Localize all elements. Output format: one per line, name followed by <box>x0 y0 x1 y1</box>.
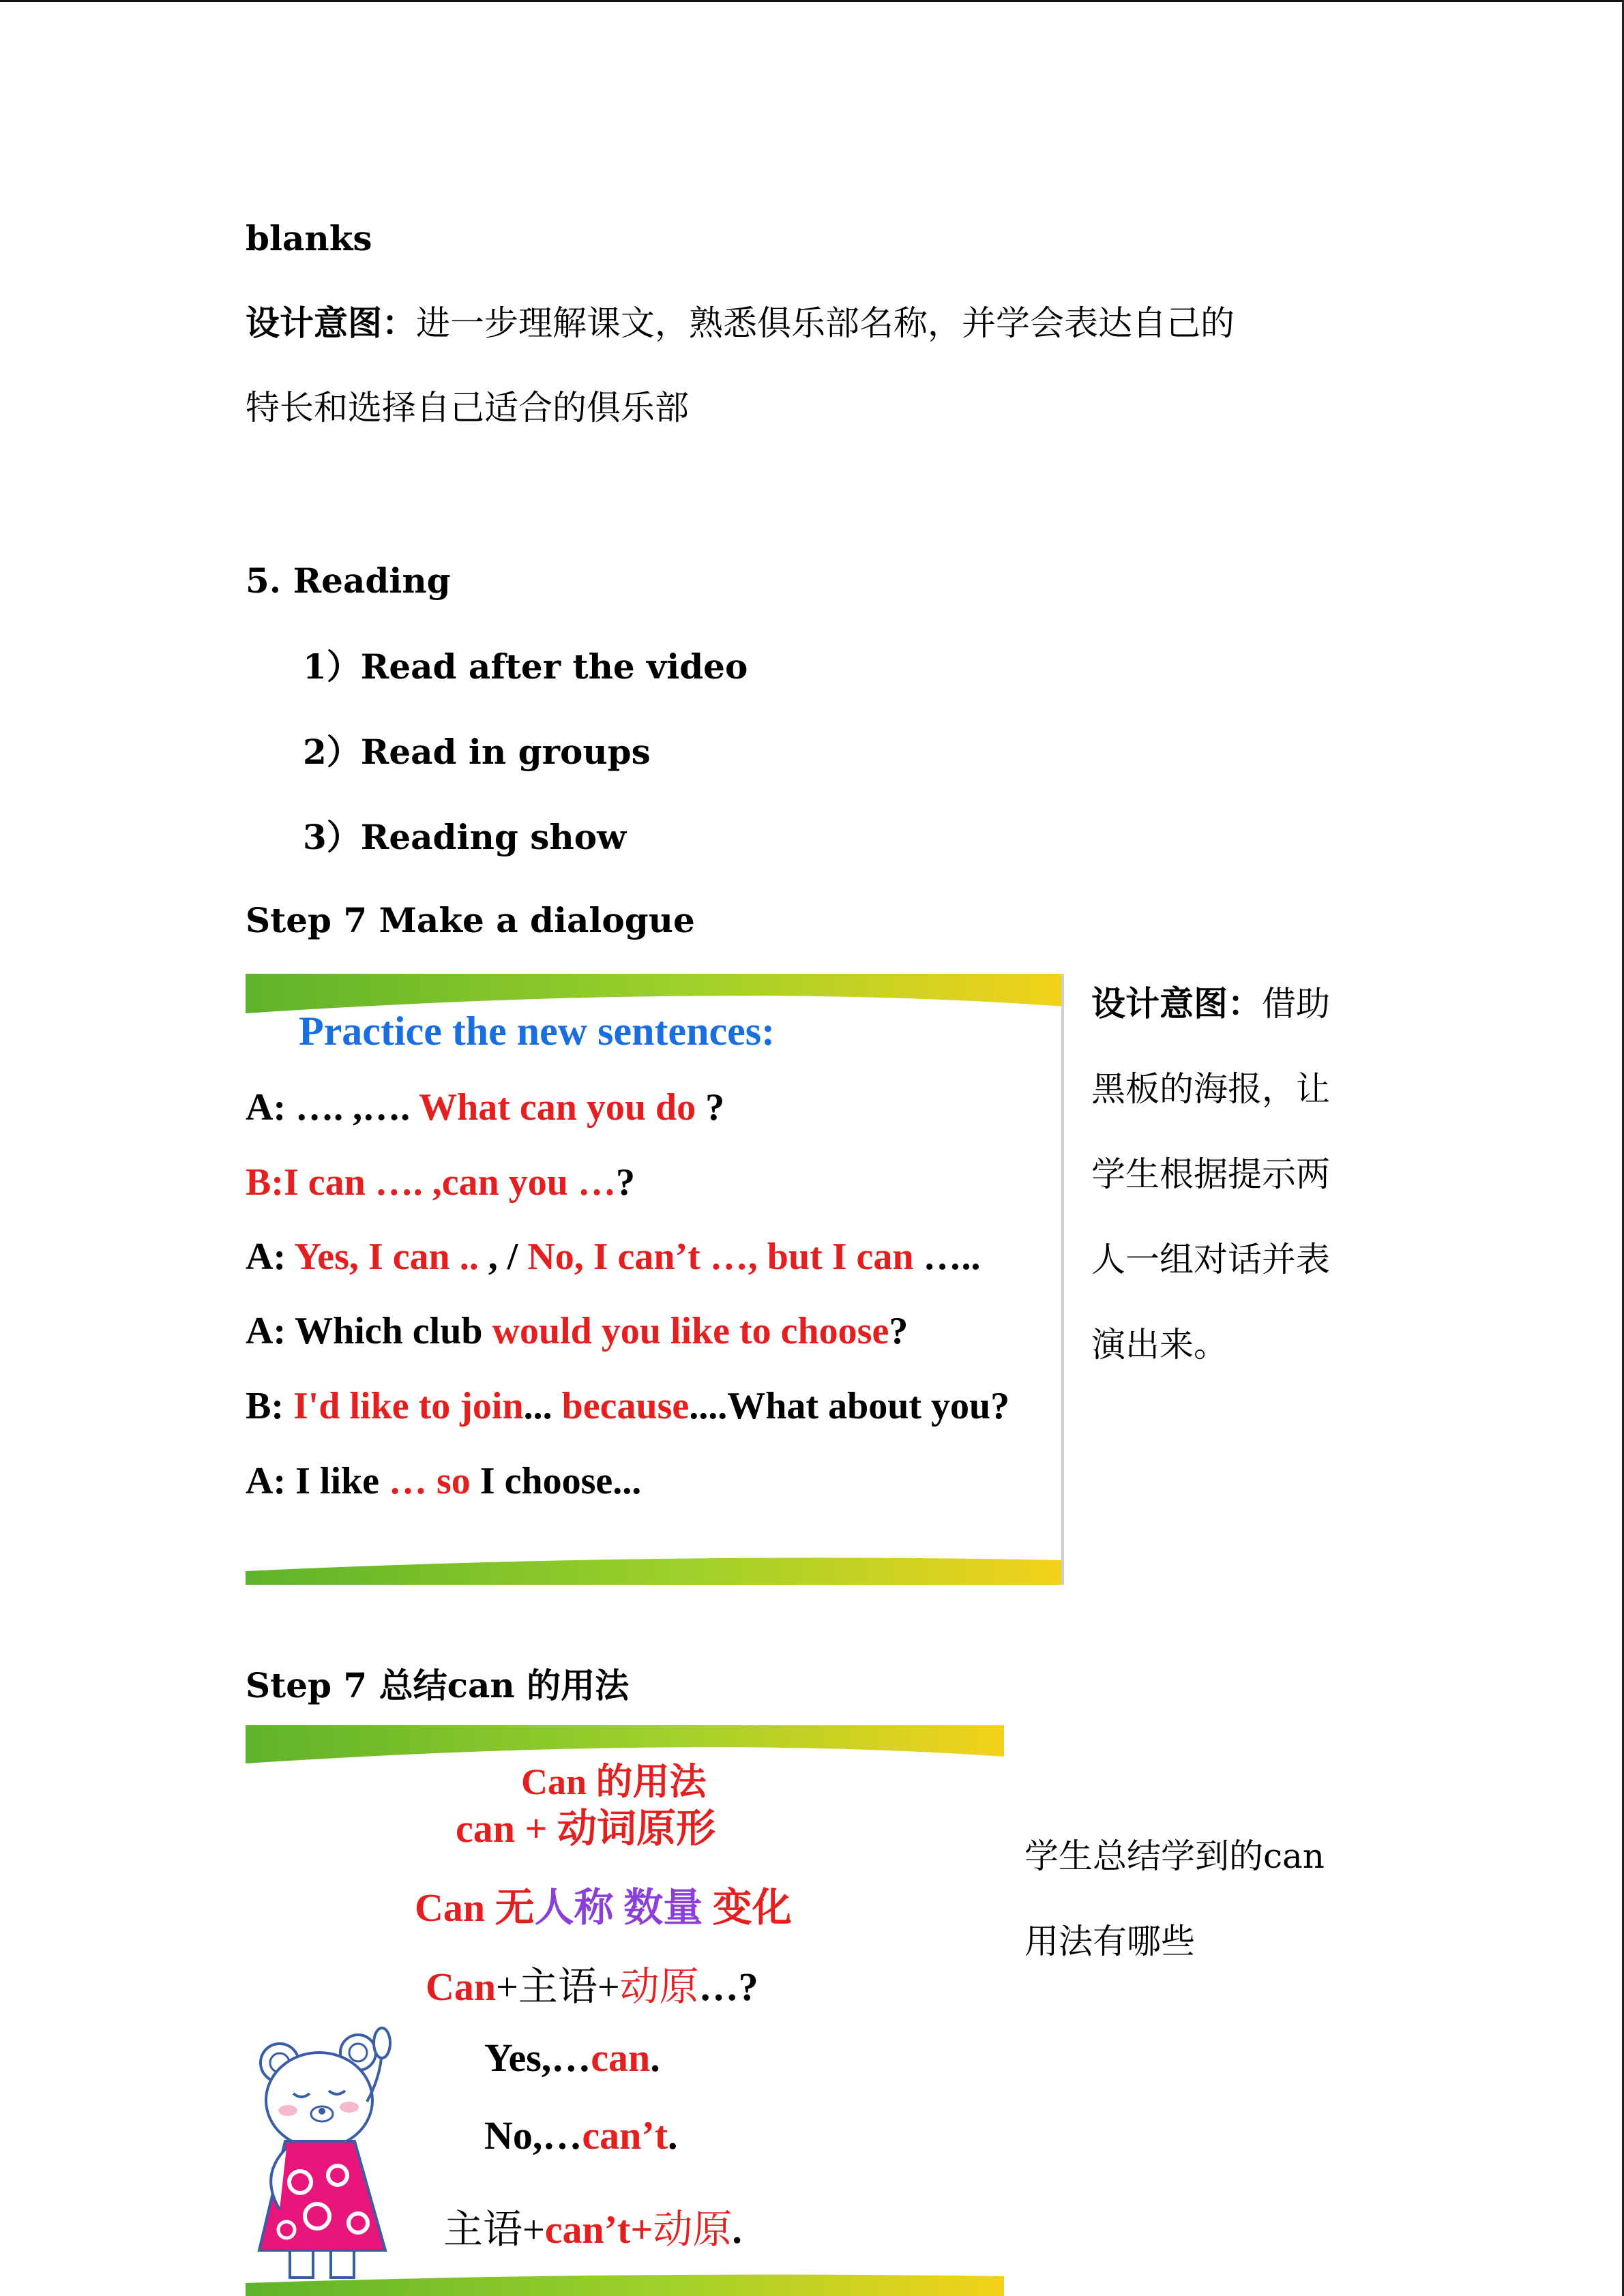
design-intent-side-label: 设计意图： <box>1091 983 1262 1024</box>
l5-part-d: because <box>561 1385 690 1427</box>
l1-part-c: ? <box>696 1086 725 1129</box>
t4-part-d: …? <box>698 1965 758 2009</box>
t4-part-c: 动原 <box>619 1965 699 2009</box>
cant-negative-form <box>443 2197 742 2254</box>
no-cant-answer <box>484 2113 678 2158</box>
l6-part-a: A: I like <box>246 1460 389 1502</box>
t7-part-a: 主语+ <box>443 2207 545 2252</box>
design-intent-side-3: 学生根据提示两 <box>1091 1154 1330 1194</box>
yes-can-answer <box>484 2035 660 2081</box>
dialogue-line-1 <box>246 1086 724 1129</box>
t4-part-b: +主语+ <box>496 1965 620 2009</box>
can-no-person-change <box>415 1875 792 1933</box>
l5-part-a: B: <box>246 1385 293 1427</box>
reading-item-3: 3）Reading show <box>303 817 627 857</box>
t4-part-a: Can <box>426 1965 497 2009</box>
design-intent-side-4: 人一组对话并表 <box>1091 1240 1330 1279</box>
l3-part-c: , / <box>488 1236 528 1278</box>
l1-part-a: A: …. ,…. <box>246 1086 419 1129</box>
section-heading-blanks: blanks <box>246 218 372 258</box>
l5-part-c: ... <box>523 1385 562 1427</box>
can-plus-verb: can + 动词原形 <box>456 1806 716 1851</box>
design-intent-side-1 <box>1091 982 1330 1026</box>
design-intent-side-5: 演出来。 <box>1091 1325 1228 1365</box>
dialogue-line-3 <box>246 1235 981 1279</box>
design-intent-text-2: 特长和选择自己适合的俱乐部 <box>246 388 689 428</box>
slide2-bottom-wave <box>246 2275 1004 2296</box>
l5-part-b: I'd like to join <box>293 1385 524 1427</box>
reading-item-1: 1）Read after the video <box>303 646 748 687</box>
can-summary-note-2: 用法有哪些 <box>1024 1922 1195 1961</box>
dialogue-slide <box>246 974 1064 1585</box>
t7-part-b: can’t+ <box>544 2207 653 2252</box>
bear-mascot-illustration <box>259 2028 390 2278</box>
t3-part-a: Can <box>415 1885 495 1930</box>
t3-part-c: 人称 <box>534 1885 624 1930</box>
t5-part-c: . <box>650 2036 660 2080</box>
design-intent-side-2: 黑板的海报，让 <box>1091 1069 1330 1109</box>
page-top-border <box>0 0 1624 2</box>
reading-item-2: 2）Read in groups <box>303 732 651 772</box>
l4-part-a: A: Which club <box>246 1310 492 1352</box>
can-question-form <box>426 1954 758 2012</box>
l3-part-b: Yes, I can .. <box>294 1236 488 1278</box>
t6-part-b: can’t <box>582 2113 668 2158</box>
reading-heading: 5. Reading <box>246 561 451 601</box>
l2-part-b: ? <box>615 1161 635 1204</box>
t6-part-a: No,… <box>484 2113 582 2158</box>
design-intent-1 <box>246 301 1235 345</box>
slide-right-border <box>1061 974 1064 1585</box>
slide-title: Practice the new sentences: <box>299 1009 776 1054</box>
l5-part-e: ....What about you? <box>689 1385 1010 1427</box>
design-intent-side-text-1: 借助 <box>1262 984 1330 1024</box>
t3-part-d: 数量 <box>623 1885 713 1930</box>
can-usage-title: Can 的用法 <box>521 1761 707 1802</box>
step7-dialogue-heading: Step 7 Make a dialogue <box>246 900 695 940</box>
t7-part-c: 动原 <box>653 2207 733 2252</box>
t5-part-a: Yes,… <box>484 2036 591 2080</box>
dialogue-line-2 <box>246 1161 635 1204</box>
l2-part-a: B:I can …. ,can you … <box>246 1161 616 1204</box>
l3-part-e: ….. <box>923 1236 981 1278</box>
t6-part-c: . <box>668 2113 678 2158</box>
t3-part-e: 变化 <box>712 1885 792 1930</box>
l4-part-c: ? <box>889 1310 909 1352</box>
design-intent-text-1: 进一步理解课文，熟悉俱乐部名称，并学会表达自己的 <box>416 303 1235 343</box>
t3-part-b: 无 <box>494 1885 535 1930</box>
t5-part-b: can <box>591 2036 651 2080</box>
t7-part-d: . <box>732 2207 742 2252</box>
design-intent-label: 设计意图： <box>246 303 416 343</box>
l4-part-b: would you like to choose <box>492 1310 889 1352</box>
can-usage-slide <box>246 1725 1004 2296</box>
step7-can-heading: Step 7 总结can 的用法 <box>246 1665 630 1705</box>
can-summary-note-1: 学生总结学到的can <box>1024 1836 1325 1876</box>
dialogue-line-5 <box>246 1384 1009 1428</box>
dialogue-line-6 <box>246 1459 641 1503</box>
l6-part-c: I choose... <box>470 1460 642 1502</box>
l3-part-a: A: <box>246 1236 295 1278</box>
dialogue-line-4 <box>246 1309 908 1353</box>
l3-part-d: No, I can’t …, but I can <box>527 1236 924 1278</box>
bottom-wave <box>246 1557 1064 1585</box>
l6-part-b: … so <box>389 1460 471 1502</box>
l1-part-b: What can you do <box>419 1086 696 1129</box>
